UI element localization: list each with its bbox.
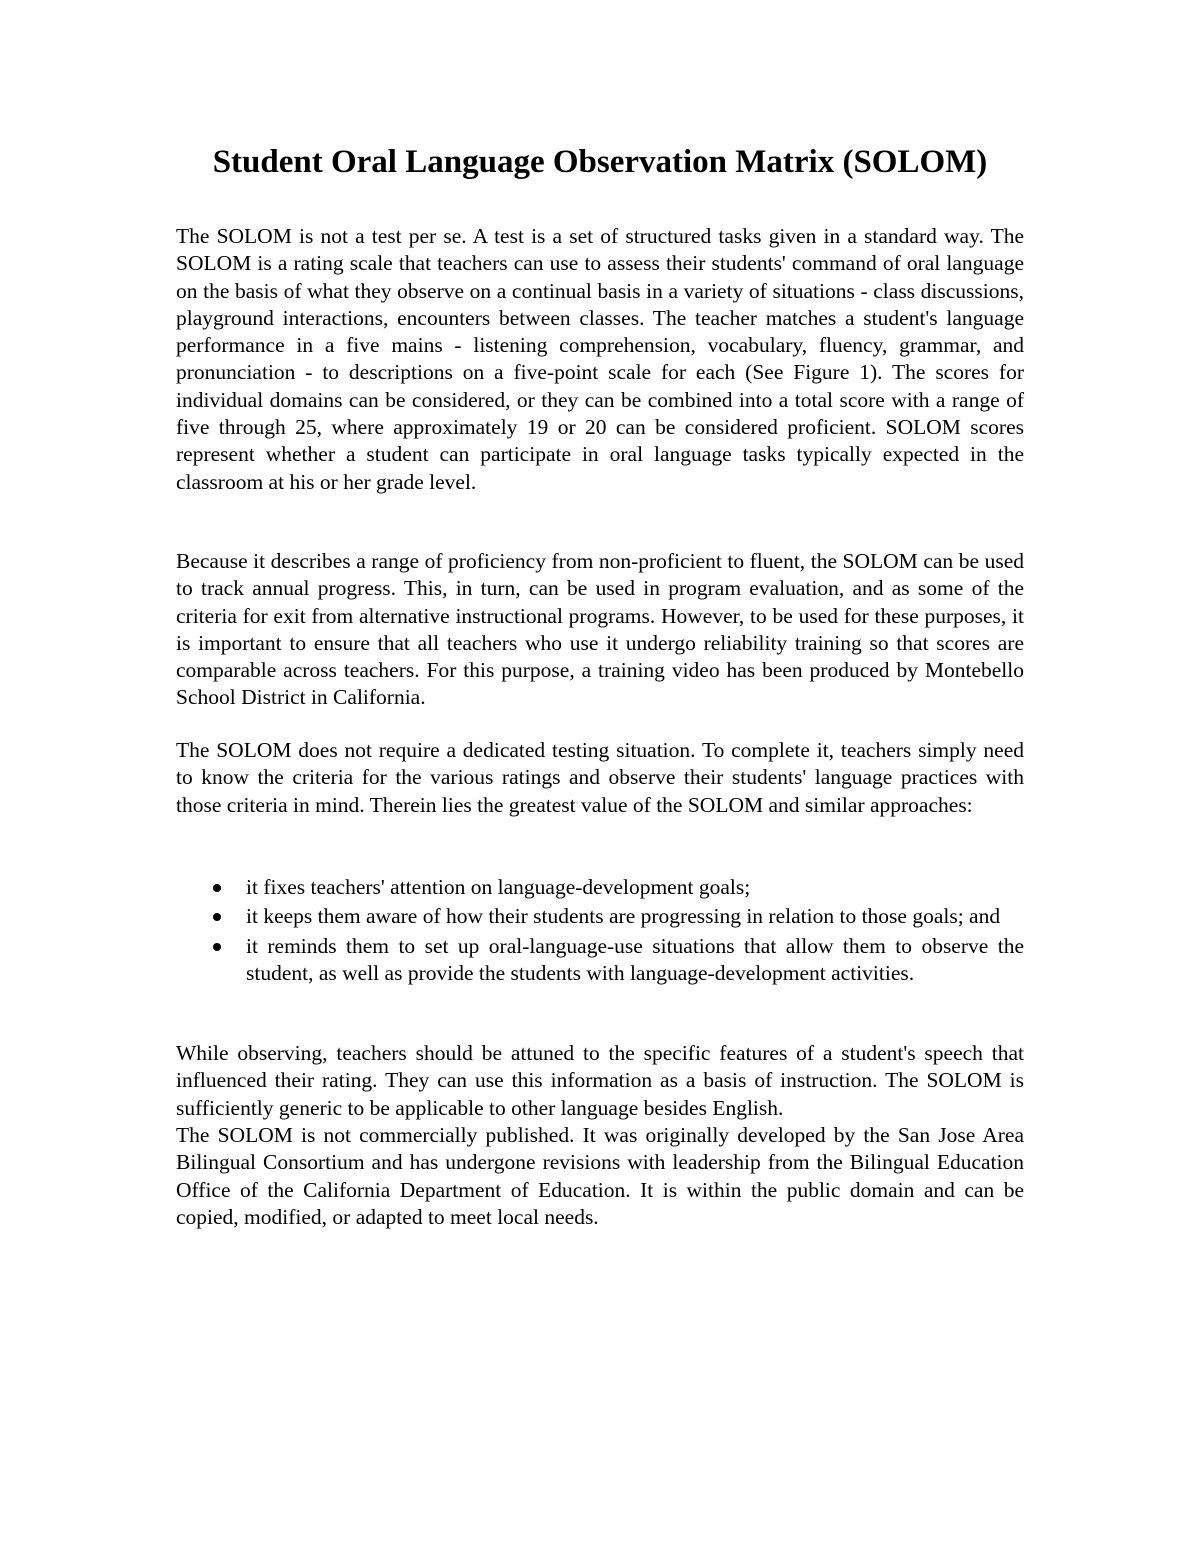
list-item [176, 903, 1024, 930]
list-item [176, 933, 1024, 988]
paragraph-origin: The SOLOM is not commercially published. It was originally developed by the San Jose Area Bilingual Consortium and has undergone revisions with leadership from the Bilingual Education Office of the California Department of Education. It is within the public domain and can be copied, modified, or adapted to meet local needs. [176, 1123, 1024, 1229]
paragraph-progress: Because it describes a range of proficiency from non-proficient to fluent, the SOLOM can be used to track annual progress. This, in turn, can be used in program evaluation, and as some of the criteria for exit from alternative instructional programs. However, to be used for these purposes, it is important to ensure that all teachers who use it undergo reliability training so that scores are comparable across teachers. For this purpose, a training video has been produced by Montebello School District in California. [176, 549, 1024, 710]
bullet-icon [213, 913, 221, 921]
document-title: Student Oral Language Observation Matrix (SOLOM) [212, 144, 988, 180]
list-item-text: it fixes teachers' attention on language-development goals; [246, 875, 751, 899]
value-bullet-list [176, 874, 1024, 989]
list-item-text: it keeps them aware of how their students are progressing in relation to those goals; and [246, 904, 1001, 929]
bullet-icon [213, 884, 221, 892]
list-item-text: it reminds them to set up oral-language-use situations that allow them to observe the student, as well as provide the students with language-development activities. [246, 933, 1024, 985]
paragraph-intro: The SOLOM is not a test per se. A test is a set of structured tasks given in a standard way. The SOLOM is a rating scale that teachers can use to assess their students' command of oral language on the basis of what they observe on a continual basis in a variety of situations - class discussions, playground interactions, encounters between classes. The teacher matches a student's language performance in a five mains - listening comprehension, vocabulary, fluency, grammar, and pronunciation - to descriptions on a five-point scale for each (See Figure 1). The scores for individual domains can be considered, or they can be combined into a total score with a range of five through 25, where approximately 19 or 20 can be considered proficient. SOLOM scores represent whether a student can participate in oral language tasks typically expected in the classroom at his or her grade level. [176, 224, 1024, 494]
list-item [176, 874, 1024, 901]
paragraph-testing-situation: The SOLOM does not require a dedicated testing situation. To complete it, teachers simply need to know the criteria for the various ratings and observe their students' language practices with those criteria in mind. Therein lies the greatest value of the SOLOM and similar approaches: [176, 738, 1024, 817]
paragraph-observing: While observing, teachers should be attuned to the specific features of a student's speech that influenced their rating. They can use this information as a basis of instruction. The SOLOM is sufficiently generic to be applicable to other language besides English. [176, 1041, 1024, 1120]
bullet-icon [213, 943, 221, 951]
